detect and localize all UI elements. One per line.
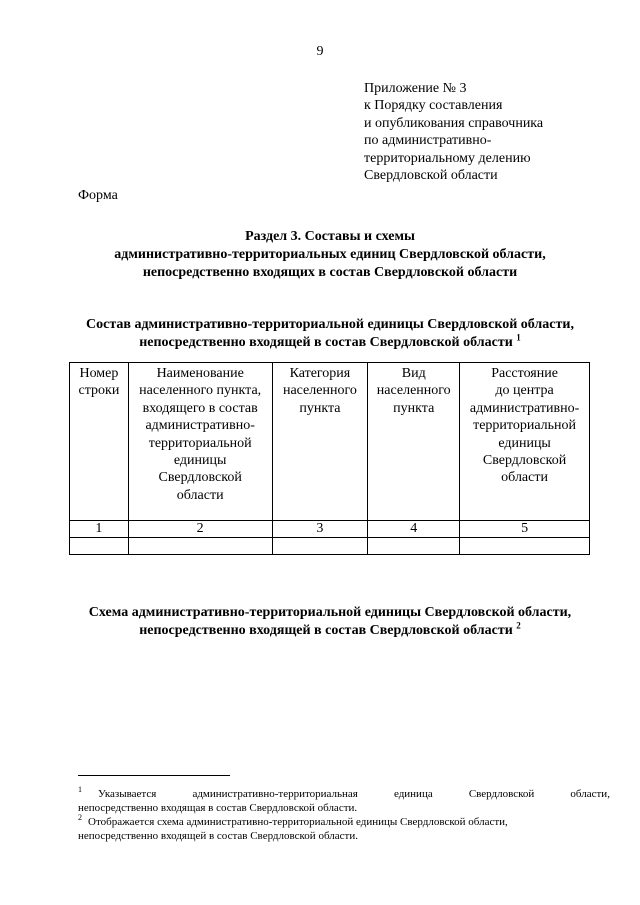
header-text: Наименование	[156, 366, 244, 381]
header-text: области	[176, 487, 224, 503]
appendix-note	[364, 80, 543, 184]
header-text: Категория	[289, 366, 351, 381]
header-cell-row-number	[70, 363, 129, 521]
table-row	[70, 538, 590, 555]
section-title-line: административно-территориальных единиц Свердловской области,	[114, 247, 546, 262]
footnote-2-number: 2	[78, 813, 82, 823]
composition-title	[50, 316, 610, 352]
column-number-cell: 2	[128, 521, 272, 538]
column-number-cell: 1	[70, 521, 129, 538]
footnote-2-line2: непосредственно входящей в состав Свердловской области.	[78, 830, 358, 842]
footnote-ref-1: 1	[516, 332, 521, 343]
header-cell-settlement-type	[368, 363, 460, 521]
header-text: единицы	[173, 453, 227, 469]
header-text: Свердловской	[158, 470, 242, 486]
table-cell	[460, 538, 590, 555]
header-cell-distance	[460, 363, 590, 521]
footnote-1	[78, 787, 610, 815]
column-number-cell: 5	[460, 521, 590, 538]
appendix-line: Приложение № 3	[364, 81, 467, 96]
footnote-word: Свердловской	[468, 788, 535, 800]
composition-title-text: непосредственно входящей в состав Свердловской области	[139, 335, 513, 350]
form-label: Форма	[78, 188, 118, 203]
appendix-line: по административно-	[364, 133, 492, 149]
composition-title-line1: Состав административно-территориальной единицы Свердловской области,	[86, 317, 574, 332]
header-text: до центра	[495, 383, 554, 399]
header-text: строки	[78, 383, 120, 399]
header-text: единицы	[498, 435, 551, 451]
composition-table	[69, 362, 590, 555]
table-cell	[368, 538, 460, 555]
header-text: Свердловской	[482, 453, 567, 469]
header-text: населенного	[282, 383, 357, 399]
footnote-2	[78, 815, 610, 843]
header-text: области	[501, 470, 548, 486]
column-number-row	[70, 521, 590, 538]
footnote-word: административно-территориальная	[192, 788, 358, 800]
footnote-2-line1	[78, 815, 610, 829]
appendix-line: территориальному делению	[364, 150, 531, 166]
column-number-cell: 3	[272, 521, 368, 538]
column-number-cell: 4	[368, 521, 460, 538]
header-text: Вид	[401, 366, 426, 381]
appendix-line: и опубликования справочника	[364, 115, 544, 131]
section-title-line: непосредственно входящих в состав Свердловской области	[142, 265, 518, 280]
header-text: Номер	[79, 366, 119, 381]
table-cell	[272, 538, 368, 555]
scheme-title	[50, 604, 610, 640]
scheme-title-line2	[50, 622, 610, 640]
table-header-row	[70, 363, 590, 521]
footnote-1-line1	[78, 787, 610, 801]
header-text: территориальной	[148, 435, 252, 451]
footnote-ref-2: 2	[516, 620, 521, 631]
footnote-word: Указывается	[98, 788, 157, 800]
header-text: населенного пункта,	[139, 383, 262, 399]
header-text: пункта	[299, 400, 341, 416]
header-text: административно-	[145, 418, 255, 434]
appendix-line: к Порядку составления	[364, 98, 503, 114]
footnote-divider	[78, 775, 230, 776]
footnotes	[78, 787, 610, 843]
footnote-1-number: 1	[78, 785, 82, 795]
header-text: входящего в состав	[142, 400, 258, 416]
header-text: Расстояние	[491, 366, 558, 381]
appendix-line: Свердловской области	[364, 168, 498, 184]
header-text: территориальной	[473, 418, 577, 434]
header-cell-settlement-name	[128, 363, 272, 521]
footnote-1-line2: непосредственно входящая в состав Свердловской области.	[78, 802, 358, 814]
footnote-1-lead	[78, 787, 156, 801]
header-cell-settlement-category	[272, 363, 368, 521]
section-title-line: Раздел 3. Составы и схемы	[245, 229, 415, 244]
table-cell	[70, 538, 129, 555]
page-number: 9	[316, 44, 324, 59]
footnote-2-text: Отображается схема административно-территориальной единицы Свердловской области,	[88, 816, 508, 828]
table-cell	[128, 538, 272, 555]
composition-title-line2	[50, 334, 610, 352]
section-title	[60, 228, 600, 282]
header-text: административно-	[469, 400, 580, 416]
header-text: пункта	[393, 400, 435, 416]
header-text: населенного	[376, 383, 451, 399]
footnote-word: области,	[570, 788, 610, 800]
scheme-title-text: непосредственно входящей в состав Свердловской области	[139, 623, 513, 638]
scheme-title-line1: Схема административно-территориальной единицы Свердловской области,	[88, 605, 572, 620]
footnote-word: единица	[393, 788, 433, 800]
